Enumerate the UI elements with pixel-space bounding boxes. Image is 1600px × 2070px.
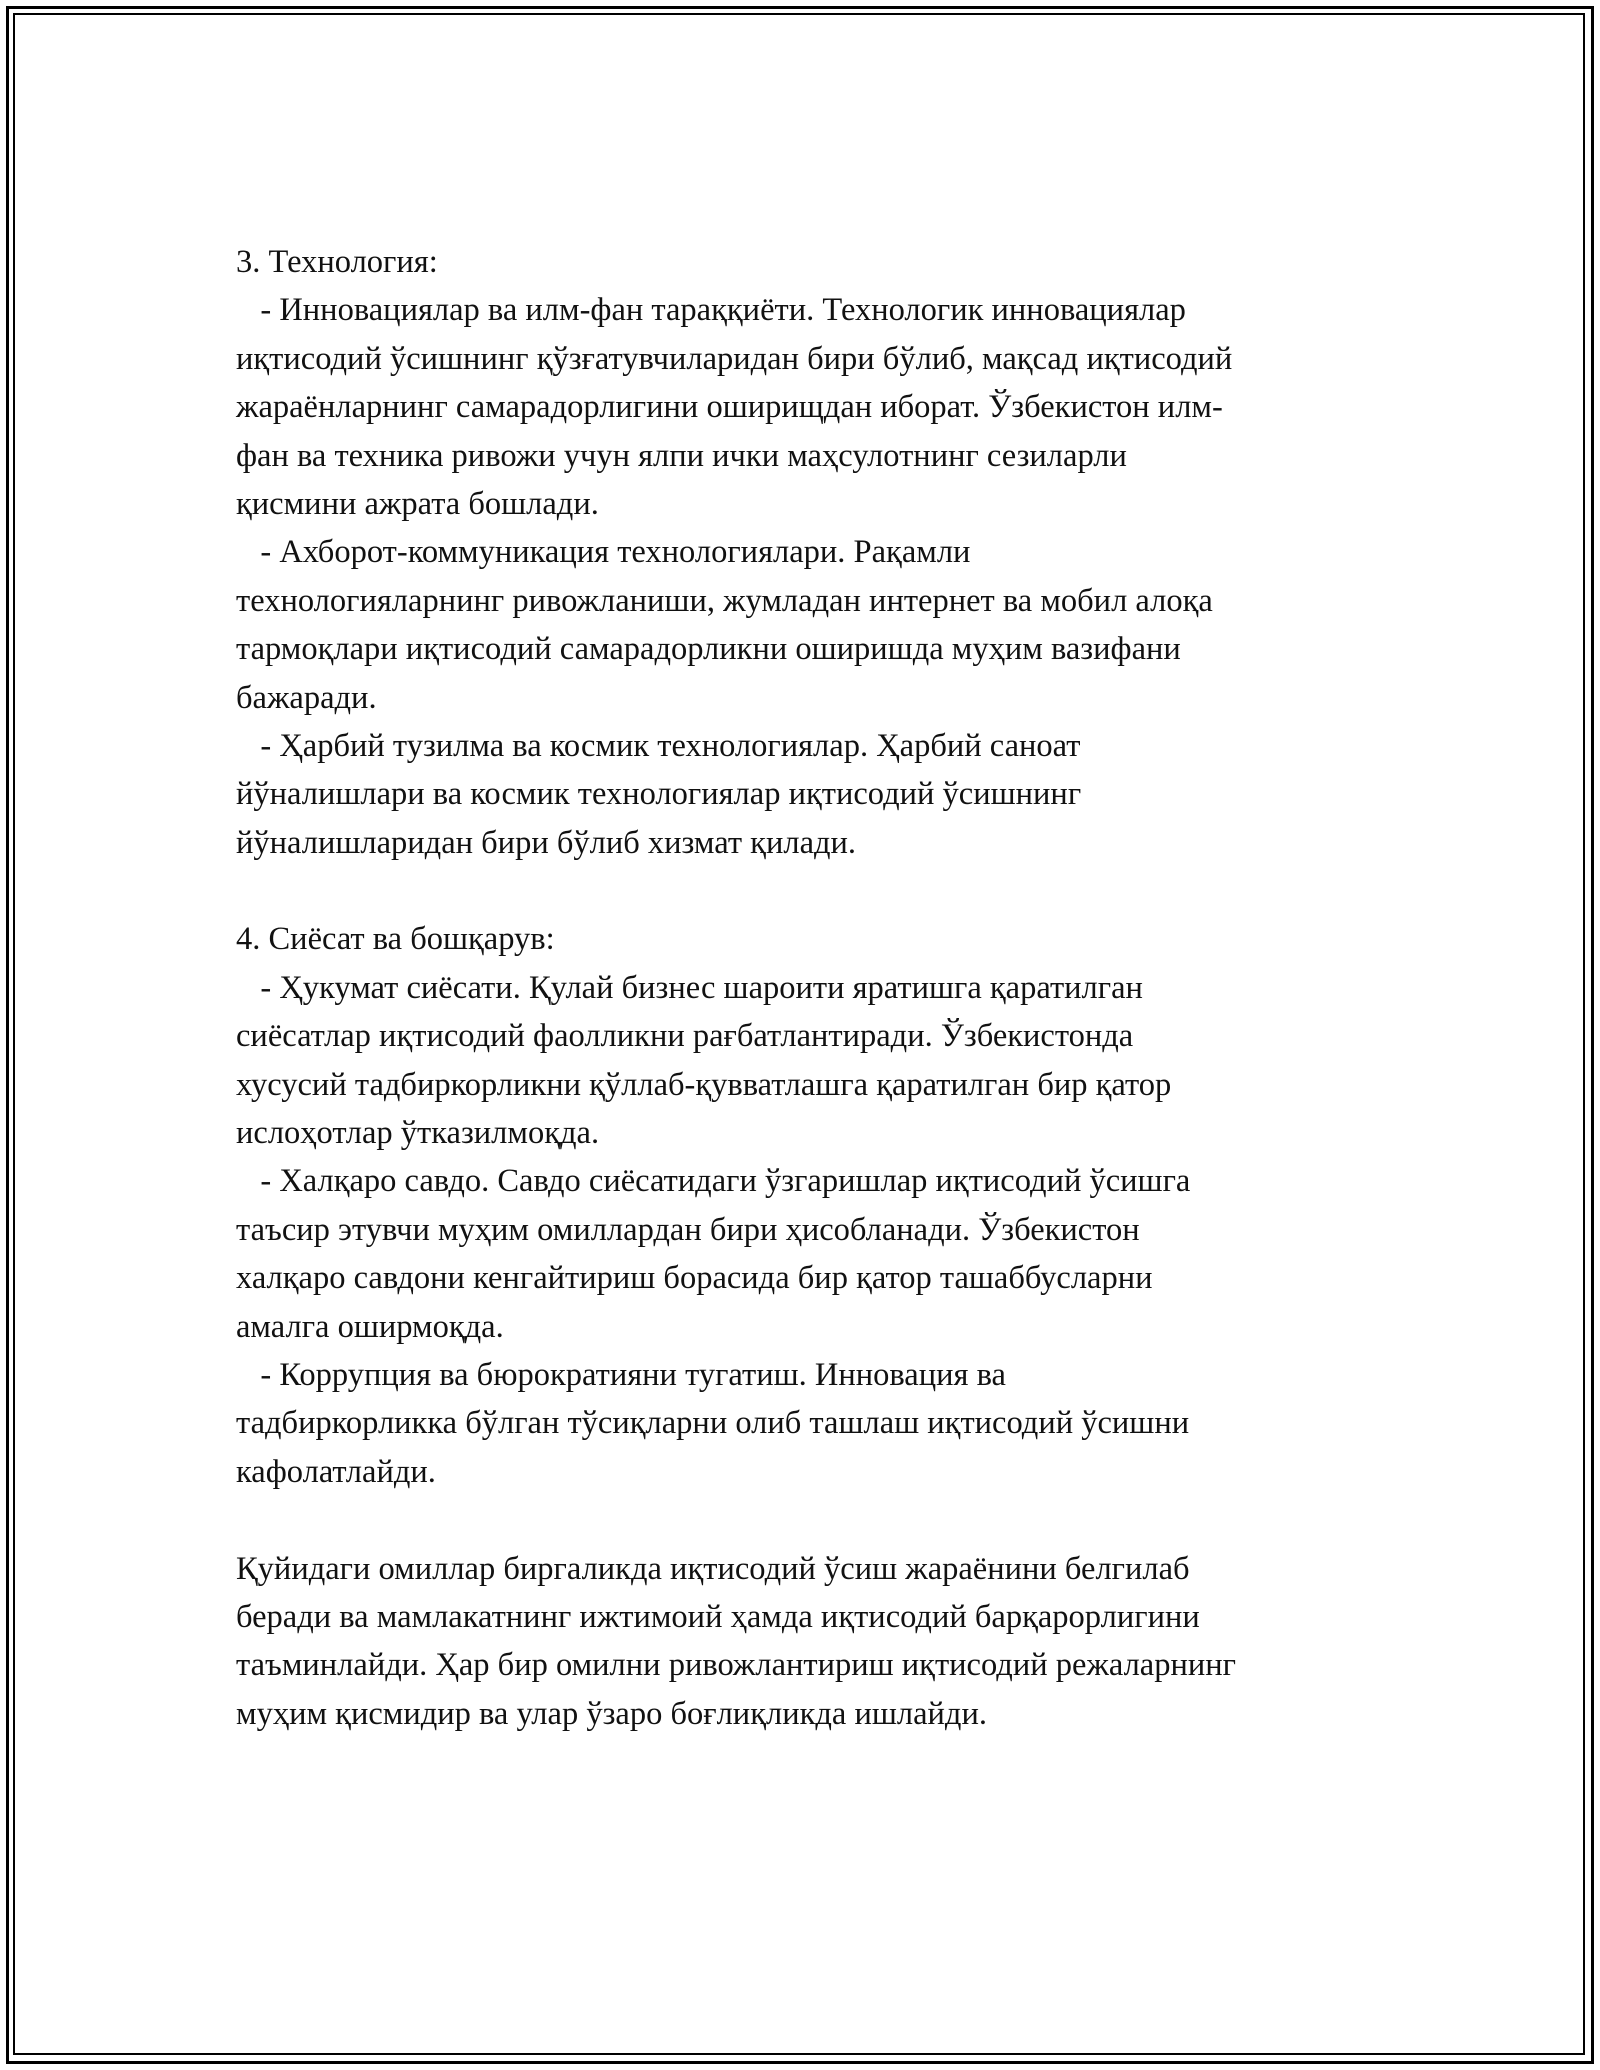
section-4-heading: 4. Сиёсат ва бошқарув: [236, 921, 555, 958]
section-3-item-2-line-2: технологияларнинг ривожланиши, жумладан интернет ва мобил алоқа [236, 582, 1213, 619]
blank-line [236, 1496, 1376, 1544]
section-4-item-1-line-3: хусусий тадбиркорликни қўллаб-қувватлашга қаратилган бир қатор [236, 1066, 1172, 1103]
conclusion-line-1: Қуйидаги омиллар биргаликда иқтисодий ўсиш жараёнини белгилаб [236, 1550, 1190, 1587]
section-3-item-3-line-1: - Ҳарбий тузилма ва космик технологиялар. Ҳарбий саноат [236, 727, 1081, 764]
section-3-item-2-line-3: тармоқлари иқтисодий самарадорликни оширишда муҳим вазифани [236, 631, 1181, 668]
section-4-item-1-line-4: ислоҳотлар ўтказилмоқда. [236, 1115, 600, 1152]
section-4-item-2-line-2: таъсир этувчи муҳим омиллардан бири ҳисобланади. Ўзбекистон [236, 1211, 1140, 1248]
section-4-item-1-line-1: - Ҳукумат сиёсати. Қулай бизнес шароити яратишга қаратилган [236, 969, 1143, 1006]
section-3-item-2-line-4: бажаради. [236, 679, 377, 716]
section-4-item-2-line-3: халқаро савдони кенгайтириш борасида бир қатор ташаббусларни [236, 1260, 1153, 1297]
conclusion-line-3: таъминлайди. Ҳар бир омилни ривожлантириш иқтисодий режаларнинг [236, 1647, 1236, 1684]
conclusion-line-4: муҳим қисмидир ва улар ўзаро боғлиқликда ишлайди. [236, 1695, 987, 1732]
blank-line [236, 867, 1376, 915]
section-3-item-1-line-2: иқтисодий ўсишнинг қўзғатувчиларидан бири бўлиб, мақсад иқтисодий [236, 340, 1233, 377]
section-3-item-1-line-5: қисмини ажрата бошлади. [236, 485, 599, 522]
section-3-item-1-line-1: - Инновациялар ва илм-фан тараққиёти. Технологик инновациялар [236, 292, 1186, 329]
section-4-item-3-line-1: - Коррупция ва бюрократияни тугатиш. Инновация ва [236, 1356, 1006, 1393]
section-3-item-2-line-1: - Ахборот-коммуникация технологиялари. Рақамли [236, 534, 971, 571]
document-body [236, 238, 1376, 1738]
section-4-item-3-line-2: тадбиркорликка бўлган тўсиқларни олиб ташлаш иқтисодий ўсишни [236, 1405, 1190, 1442]
section-3-item-1-line-3: жараёнларнинг самарадорлигини оширищдан иборат. Ўзбекистон илм- [236, 389, 1223, 426]
section-4-item-1-line-2: сиёсатлар иқтисодий фаолликни рағбатлантиради. Ўзбекистонда [236, 1018, 1134, 1055]
section-4-item-3-line-3: кафолатлайди. [236, 1453, 436, 1490]
section-3-item-1-line-4: фан ва техника ривожи учун ялпи ички маҳсулотнинг сезиларли [236, 437, 1127, 474]
conclusion-line-2: беради ва мамлакатнинг ижтимоий ҳамда иқтисодий барқарорлигини [236, 1598, 1200, 1635]
section-3-item-3-line-2: йўналишлари ва космик технологиялар иқтисодий ўсишнинг [236, 776, 1082, 813]
section-3-heading: 3. Технология: [236, 244, 438, 280]
section-4-item-2-line-1: - Халқаро савдо. Савдо сиёсатидаги ўзгаришлар иқтисодий ўсишга [236, 1163, 1191, 1200]
section-3-item-3-line-3: йўналишларидан бири бўлиб хизмат қилади. [236, 824, 857, 861]
section-4-item-2-line-4: амалга оширмоқда. [236, 1308, 504, 1345]
